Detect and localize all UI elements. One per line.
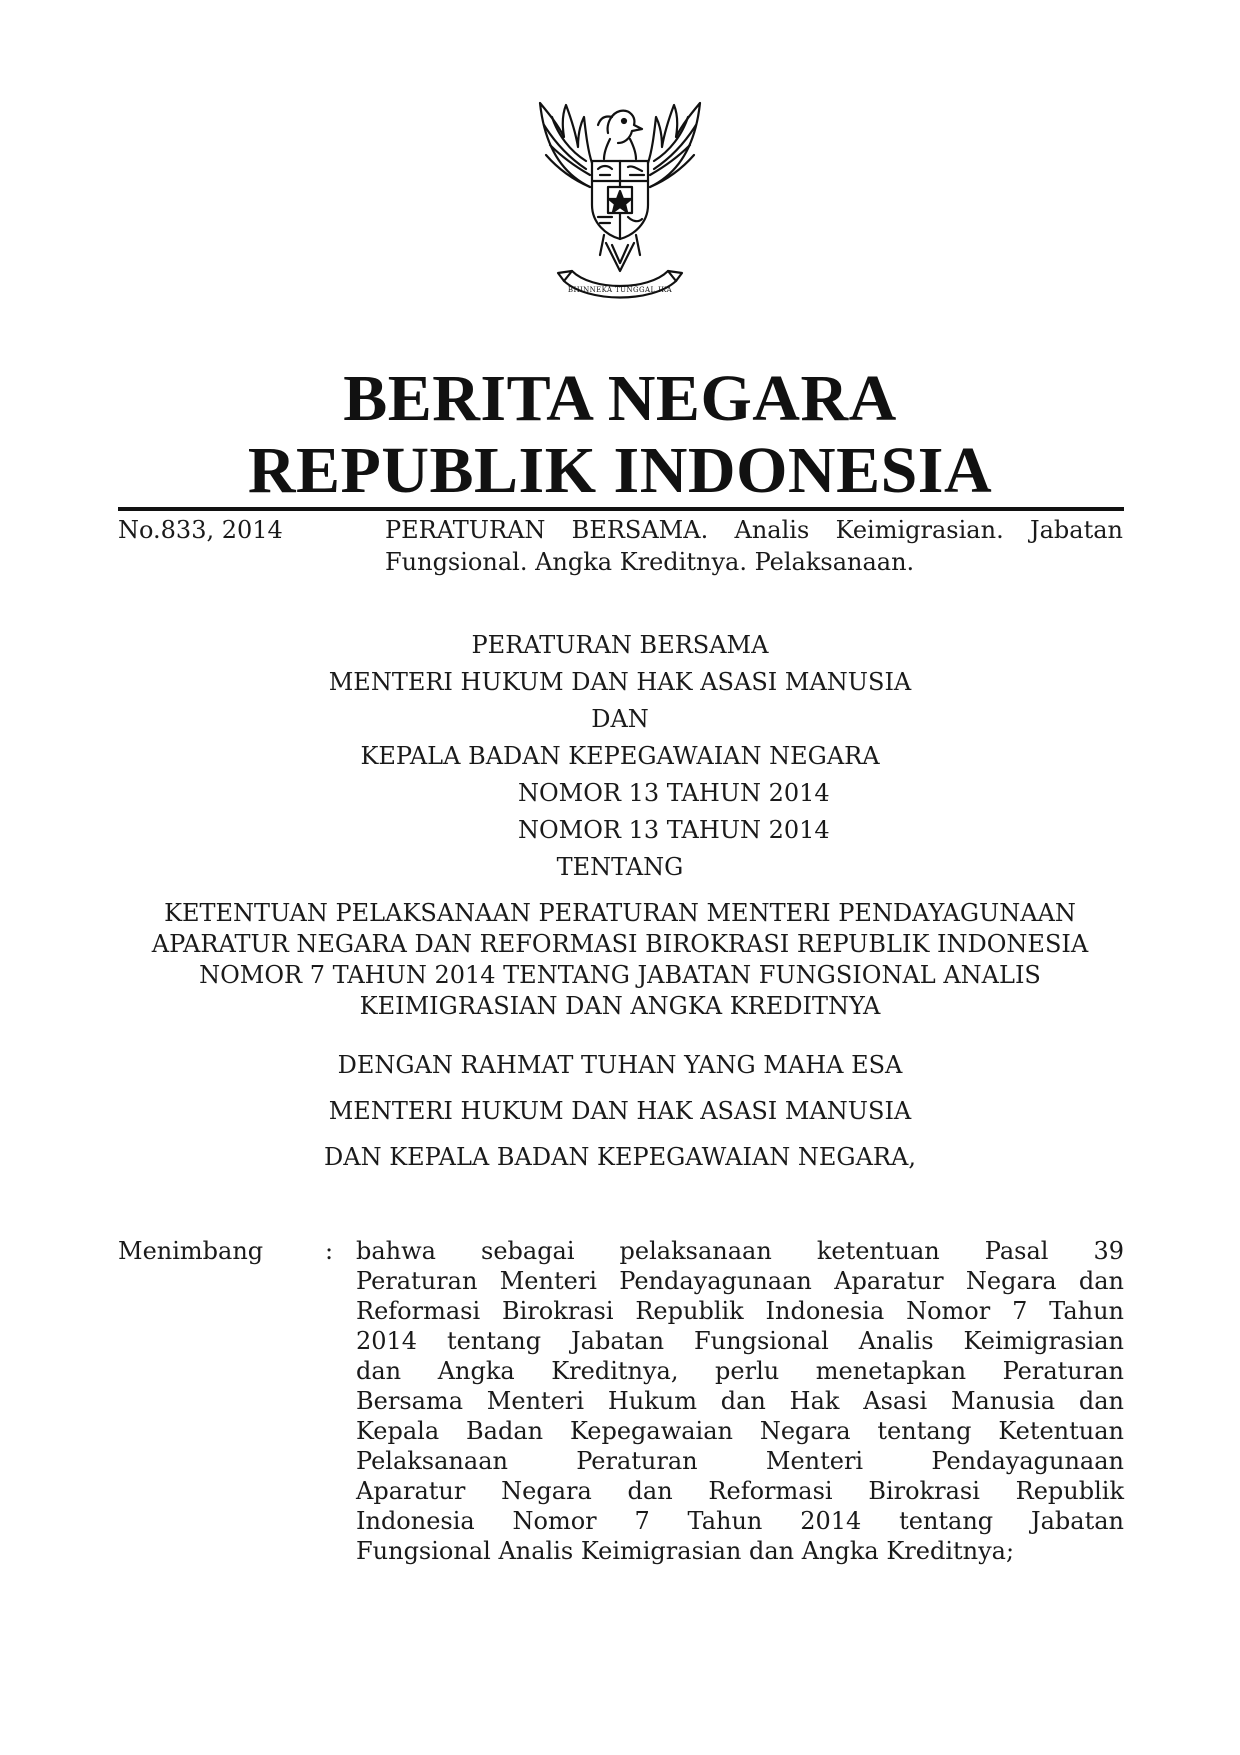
considering-line: bahwa sebagai pelaksanaan ketentuan Pasal 39 <box>356 1237 1124 1265</box>
subject-line: NOMOR 7 TAHUN 2014 TENTANG JABATAN FUNGSIONAL ANALIS <box>199 961 1041 989</box>
considering-label: Menimbang <box>118 1237 264 1265</box>
heading-tentang: TENTANG <box>556 853 684 881</box>
subject-line: KEIMIGRASIAN DAN ANGKA KREDITNYA <box>359 992 881 1020</box>
heading-minister: MENTERI HUKUM DAN HAK ASASI MANUSIA <box>328 668 912 696</box>
considering-line: 2014 tentang Jabatan Fungsional Analis Keimigrasian <box>356 1327 1124 1355</box>
heading-number-2: NOMOR 13 TAHUN 2014 <box>518 816 830 844</box>
considering-line: dan Angka Kreditnya, perlu menetapkan Peraturan <box>356 1357 1124 1385</box>
considering-line: Aparatur Negara dan Reformasi Birokrasi Republik <box>356 1477 1124 1505</box>
svg-text:BHINNEKA TUNGGAL IKA: BHINNEKA TUNGGAL IKA <box>567 286 673 294</box>
considering-colon: : <box>325 1237 334 1265</box>
considering-line: Peraturan Menteri Pendayagunaan Aparatur Negara dan <box>356 1267 1124 1295</box>
considering-line: Indonesia Nomor 7 Tahun 2014 tentang Jabatan <box>356 1507 1124 1535</box>
considering-line: Fungsional Analis Keimigrasian dan Angka Kreditnya; <box>356 1537 1015 1565</box>
considering-line: Kepala Badan Kepegawaian Negara tentang Ketentuan <box>356 1417 1124 1445</box>
heading-regulation-type: PERATURAN BERSAMA <box>471 631 769 659</box>
heading-conjunction: DAN <box>591 705 649 733</box>
heading-agency: KEPALA BADAN KEPEGAWAIAN NEGARA <box>360 742 880 770</box>
issue-number: No.833, 2014 <box>118 516 283 544</box>
preamble-line-2: MENTERI HUKUM DAN HAK ASASI MANUSIA <box>328 1097 912 1125</box>
considering-line: Bersama Menteri Hukum dan Hak Asasi Manusia dan <box>356 1387 1124 1415</box>
preamble-line-1: DENGAN RAHMAT TUHAN YANG MAHA ESA <box>337 1051 903 1079</box>
heading-number-1: NOMOR 13 TAHUN 2014 <box>518 779 830 807</box>
considering-text <box>356 1236 1124 1566</box>
issue-description: PERATURAN BERSAMA. Analis Keimigrasian. Jabatan Fungsional. Angka Kreditnya. Pelaksanaan. <box>385 516 1123 576</box>
garuda-emblem-icon <box>520 95 720 315</box>
regulation-subject <box>100 898 1140 1022</box>
masthead-divider <box>118 507 1124 511</box>
subject-line: APARATUR NEGARA DAN REFORMASI BIROKRASI REPUBLIK INDONESIA <box>151 930 1089 958</box>
masthead-line-2: REPUBLIK INDONESIA <box>247 434 993 507</box>
considering-line: Reformasi Birokrasi Republik Indonesia Nomor 7 Tahun <box>356 1297 1124 1325</box>
masthead-line-1: BERITA NEGARA <box>343 362 897 435</box>
subject-line: KETENTUAN PELAKSANAAN PERATURAN MENTERI PENDAYAGUNAAN <box>164 899 1076 927</box>
preamble-line-3: DAN KEPALA BADAN KEPEGAWAIAN NEGARA, <box>324 1143 916 1171</box>
considering-line: Pelaksanaan Peraturan Menteri Pendayagunaan <box>356 1447 1124 1475</box>
